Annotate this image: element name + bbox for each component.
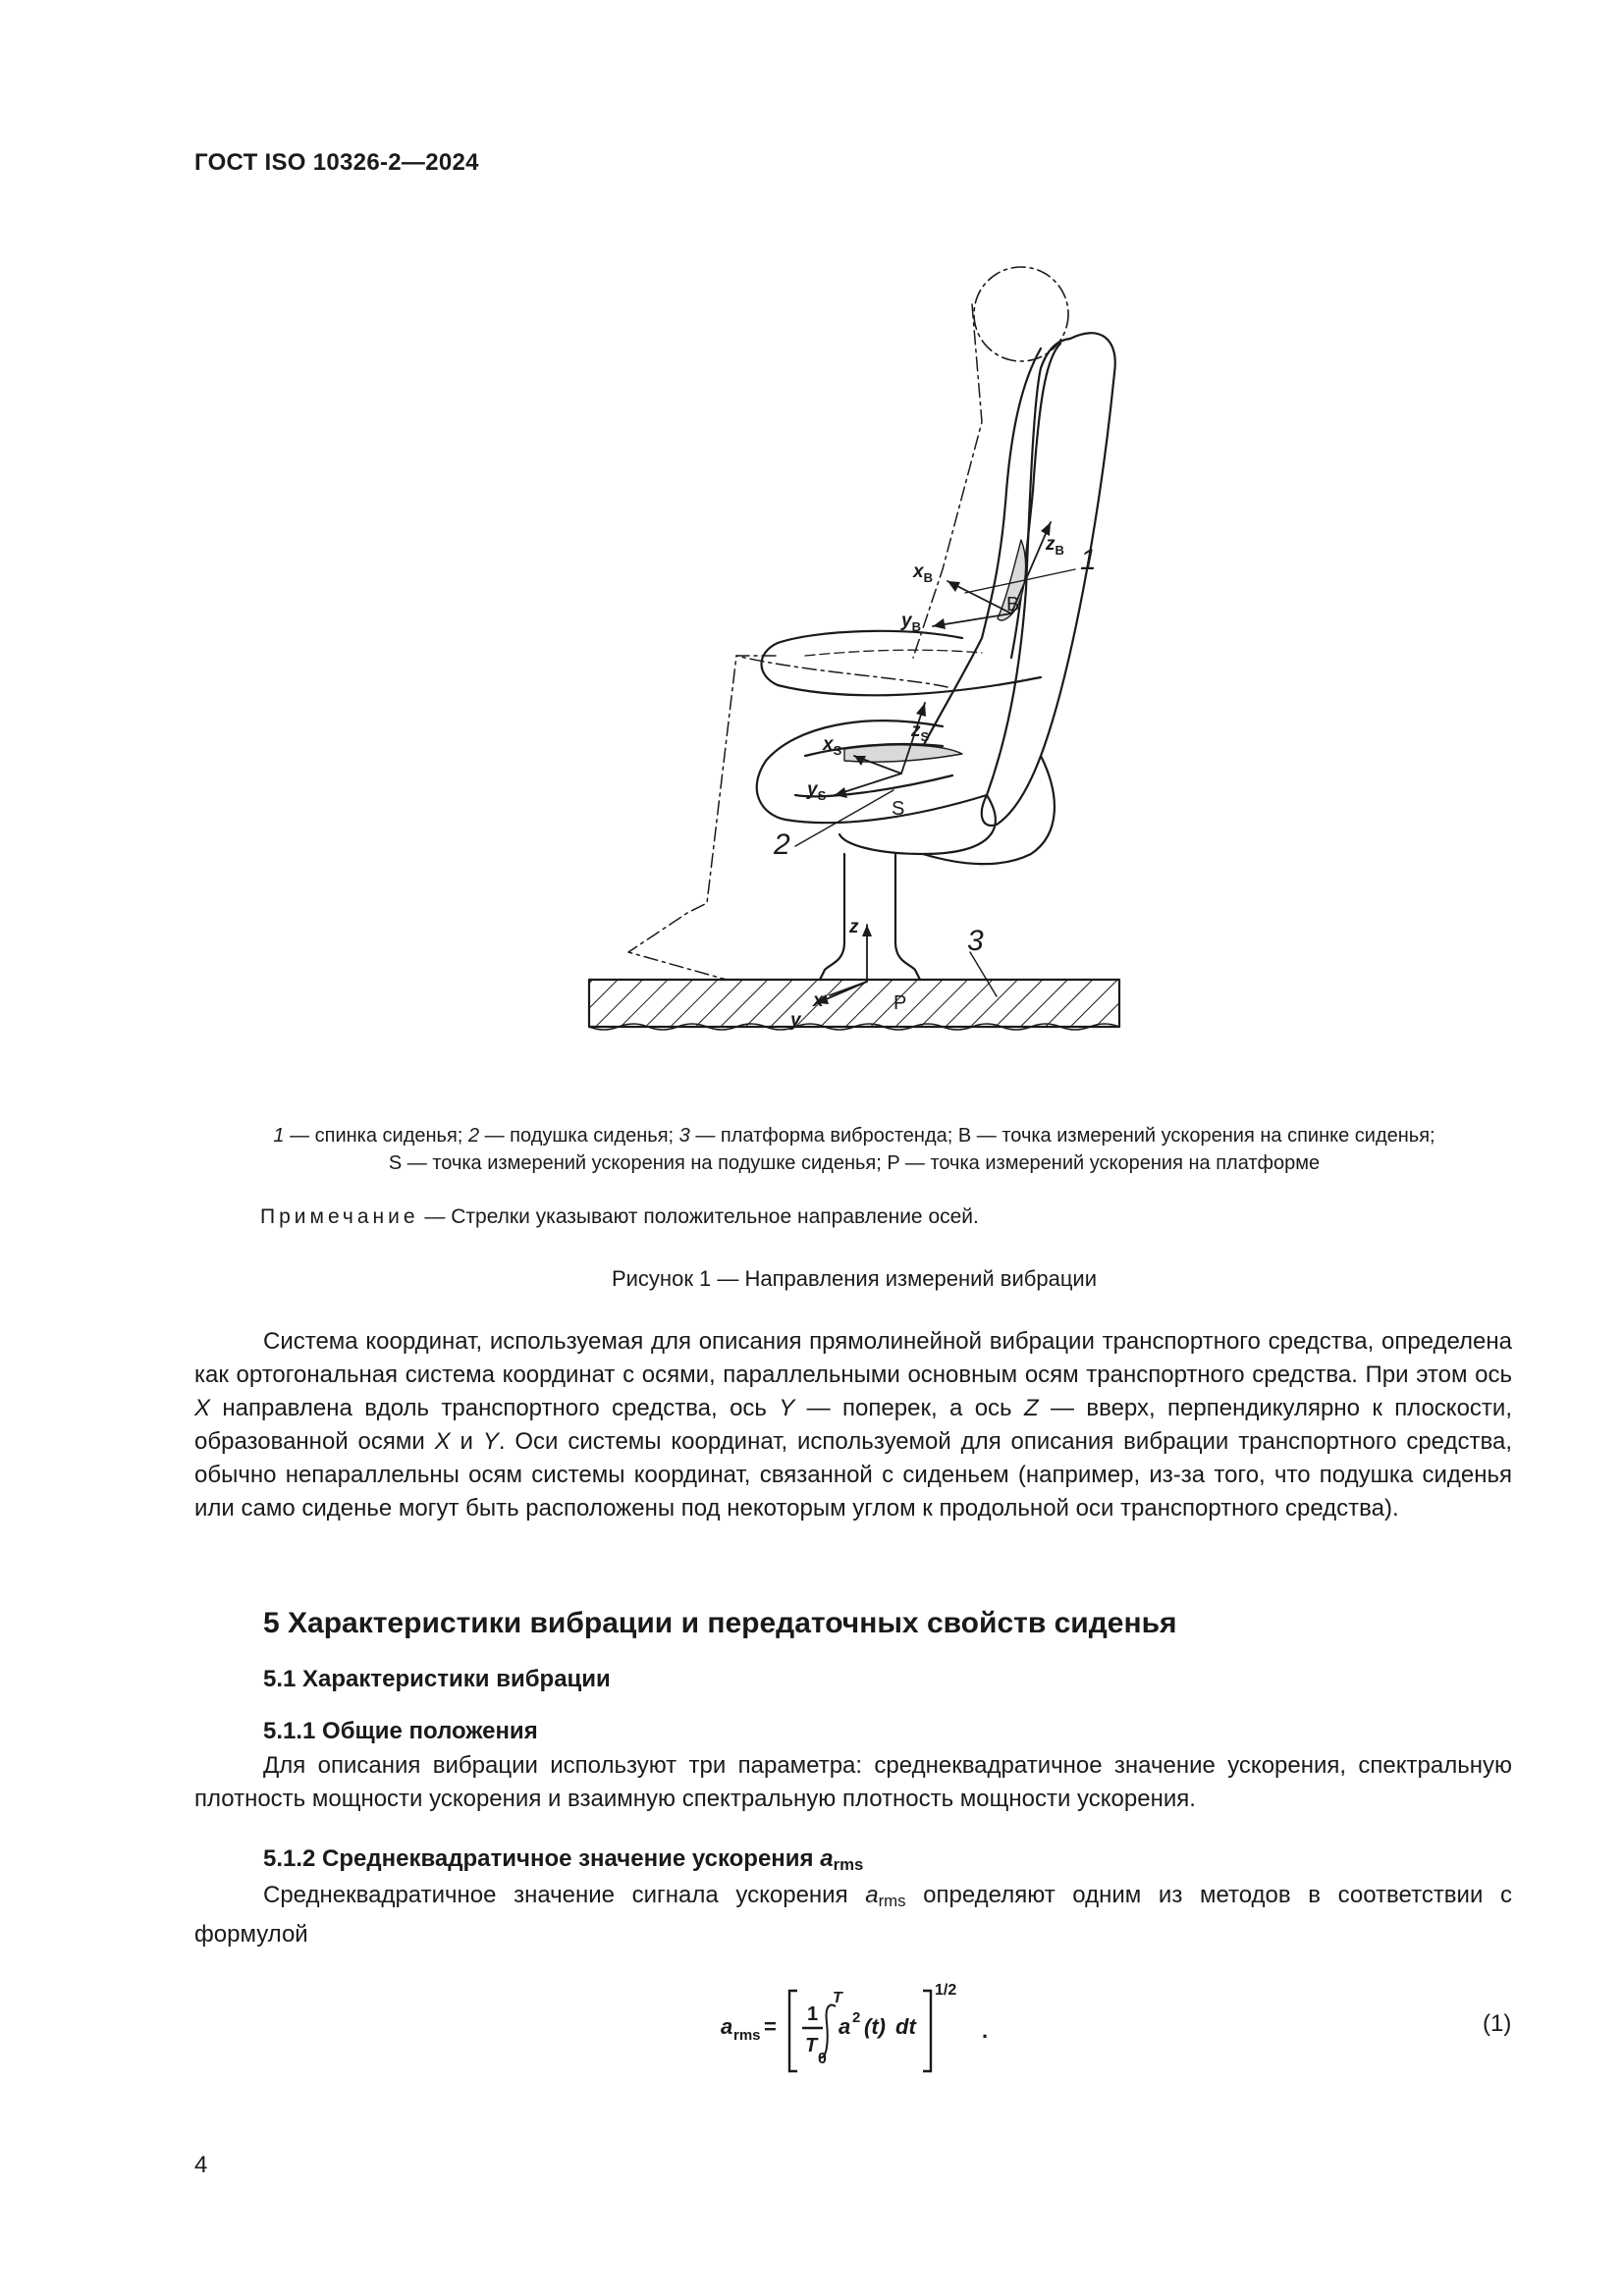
document-header: ГОСТ ISO 10326-2—2024 (194, 149, 479, 176)
label-xB: $x_B$ (913, 561, 933, 585)
svg-text:=: = (764, 2014, 777, 2039)
svg-text:0: 0 (818, 2051, 827, 2067)
svg-text:a: a (839, 2014, 851, 2039)
seat-vibration-figure (432, 265, 1276, 1139)
svg-text:a: a (721, 2014, 733, 2039)
label-platform-number: 3 (967, 925, 984, 957)
rms-formula (707, 1973, 1001, 2081)
figure-note: Примечание — Стрелки указывают положительное направление осей. (260, 1205, 979, 1228)
svg-text:(t): (t) (864, 2014, 886, 2039)
seat-cushion (757, 721, 987, 823)
svg-text:2: 2 (852, 2009, 861, 2026)
label-xS: $x_S$ (823, 734, 842, 758)
section-5-1-2-paragraph: Среднеквадратичное значение сигнала ускорения $a_{rms}$ определяют одним из методов в соответствии с формулой (194, 1882, 1512, 1949)
coordinate-system-paragraph: Система координат, используемая для описания прямолинейной вибрации транспортного средства, определена как ортогональная система координат с осями, параллельными основным осям транспортного средства. При этом ось X направлена вдоль транспортного средства, ось Y — поперек, а ось Z — вверх, перпендикулярно к плоскости, образованной осями X и Y. Оси системы координат, используемой для описания вибрации транспортного средства, обычно непараллельны осям системы координат, связанной с сиденьем (например, из-за того, что подушка сиденья или само сиденье могут быть расположены под некоторым углом к продольной оси транспортного средства). (194, 1328, 1512, 1522)
label-zB: $z_B$ (1046, 534, 1064, 558)
section-5-1-2-heading: 5.1.2 Среднеквадратичное значение ускорения $a_{rms}$ (263, 1845, 864, 1875)
svg-text:dt: dt (895, 2014, 916, 2039)
label-axis-y: y (790, 1010, 801, 1031)
label-yB: $y_B$ (901, 611, 921, 634)
figure-legend: 1 — спинка сиденья; 2 — подушка сиденья; 3 — платформа вибростенда; B — точка измерений ускорения на спинке сиденья; S — точка измерений ускорения на подушке сиденья; P — точка измерений ускорения на платформе (273, 1125, 1435, 1174)
leg-outline (628, 656, 776, 980)
seat-pedestal (820, 854, 844, 980)
label-zS: $z_S$ (911, 721, 930, 744)
label-point-P: P (893, 992, 907, 1014)
section-5-1-heading: 5.1 Характеристики вибрации (263, 1666, 611, 1692)
label-yS: $y_S$ (807, 779, 827, 803)
section-5-1-1-heading: 5.1.1 Общие положения (263, 1718, 538, 1744)
armrest (762, 631, 1042, 695)
svg-text:rms: rms (733, 2027, 761, 2044)
page-number: 4 (194, 2152, 208, 2178)
section-5-1-1-paragraph: Для описания вибрации используют три параметра: среднеквадратичное значение ускорения, спектральную плотность мощности ускорения и взаимную спектральную плотность мощности ускорения. (194, 1752, 1512, 1812)
label-point-S: S (892, 798, 905, 820)
svg-text:T: T (805, 2035, 818, 2056)
label-axis-z: z (849, 917, 859, 937)
equation-number: (1) (1483, 2010, 1512, 2037)
label-cushion-number: 2 (774, 828, 790, 861)
label-axis-x: x (813, 990, 824, 1011)
backrest-outline (982, 333, 1115, 826)
label-backrest-number: 1 (1080, 544, 1097, 576)
svg-text:T: T (833, 1990, 842, 2006)
svg-text:1/2: 1/2 (935, 1982, 957, 1999)
svg-text:1: 1 (807, 2003, 819, 2025)
figure-caption: Рисунок 1 — Направления измерений вибрации (611, 1266, 1098, 1291)
svg-text:.: . (982, 2018, 989, 2043)
section-5-heading: 5 Характеристики вибрации и передаточных свойств сиденья (263, 1607, 1177, 1639)
label-point-B: B (1006, 594, 1020, 615)
